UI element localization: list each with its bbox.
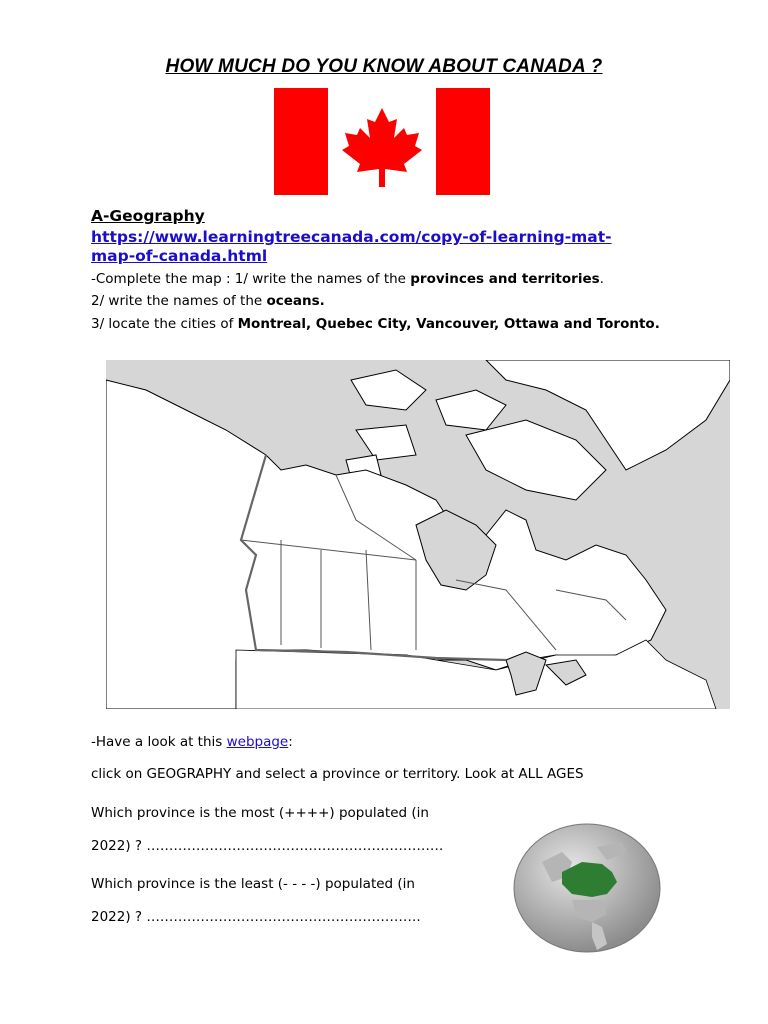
question-1-line-2: 2022) ? ………………………………………………………… xyxy=(91,838,444,854)
canada-map-icon xyxy=(106,360,730,709)
question-1-line-1: Which province is the most (++++) populated (in xyxy=(91,805,429,821)
canada-flag-icon xyxy=(274,88,490,195)
instruction-1: -Complete the map : 1/ write the names of the provinces and territories. xyxy=(91,271,604,287)
instruction-3: 3/ locate the cities of Montreal, Quebec City, Vancouver, Ottawa and Toronto. xyxy=(91,316,660,332)
page-title: HOW MUCH DO YOU KNOW ABOUT CANADA ? xyxy=(165,56,603,77)
question-2-line-2: 2022) ? ……………………………………………………. xyxy=(91,909,421,925)
webpage-link[interactable]: webpage xyxy=(226,734,289,750)
resource-link[interactable] xyxy=(91,228,691,266)
question-2-line-1: Which province is the least (- - - -) populated (in xyxy=(91,876,415,892)
webpage-instruction: -Have a look at this webpage: xyxy=(91,734,293,750)
instruction-2: 2/ write the names of the oceans. xyxy=(91,293,325,309)
link-line-2[interactable]: map-of-canada.html xyxy=(91,247,268,265)
north-america-globe-icon xyxy=(512,822,662,954)
geography-instruction: click on GEOGRAPHY and select a province or territory. Look at ALL AGES xyxy=(91,766,584,782)
link-line-1[interactable]: https://www.learningtreecanada.com/copy-of-learning-mat- xyxy=(91,228,612,246)
section-heading: A-Geography xyxy=(91,207,205,225)
